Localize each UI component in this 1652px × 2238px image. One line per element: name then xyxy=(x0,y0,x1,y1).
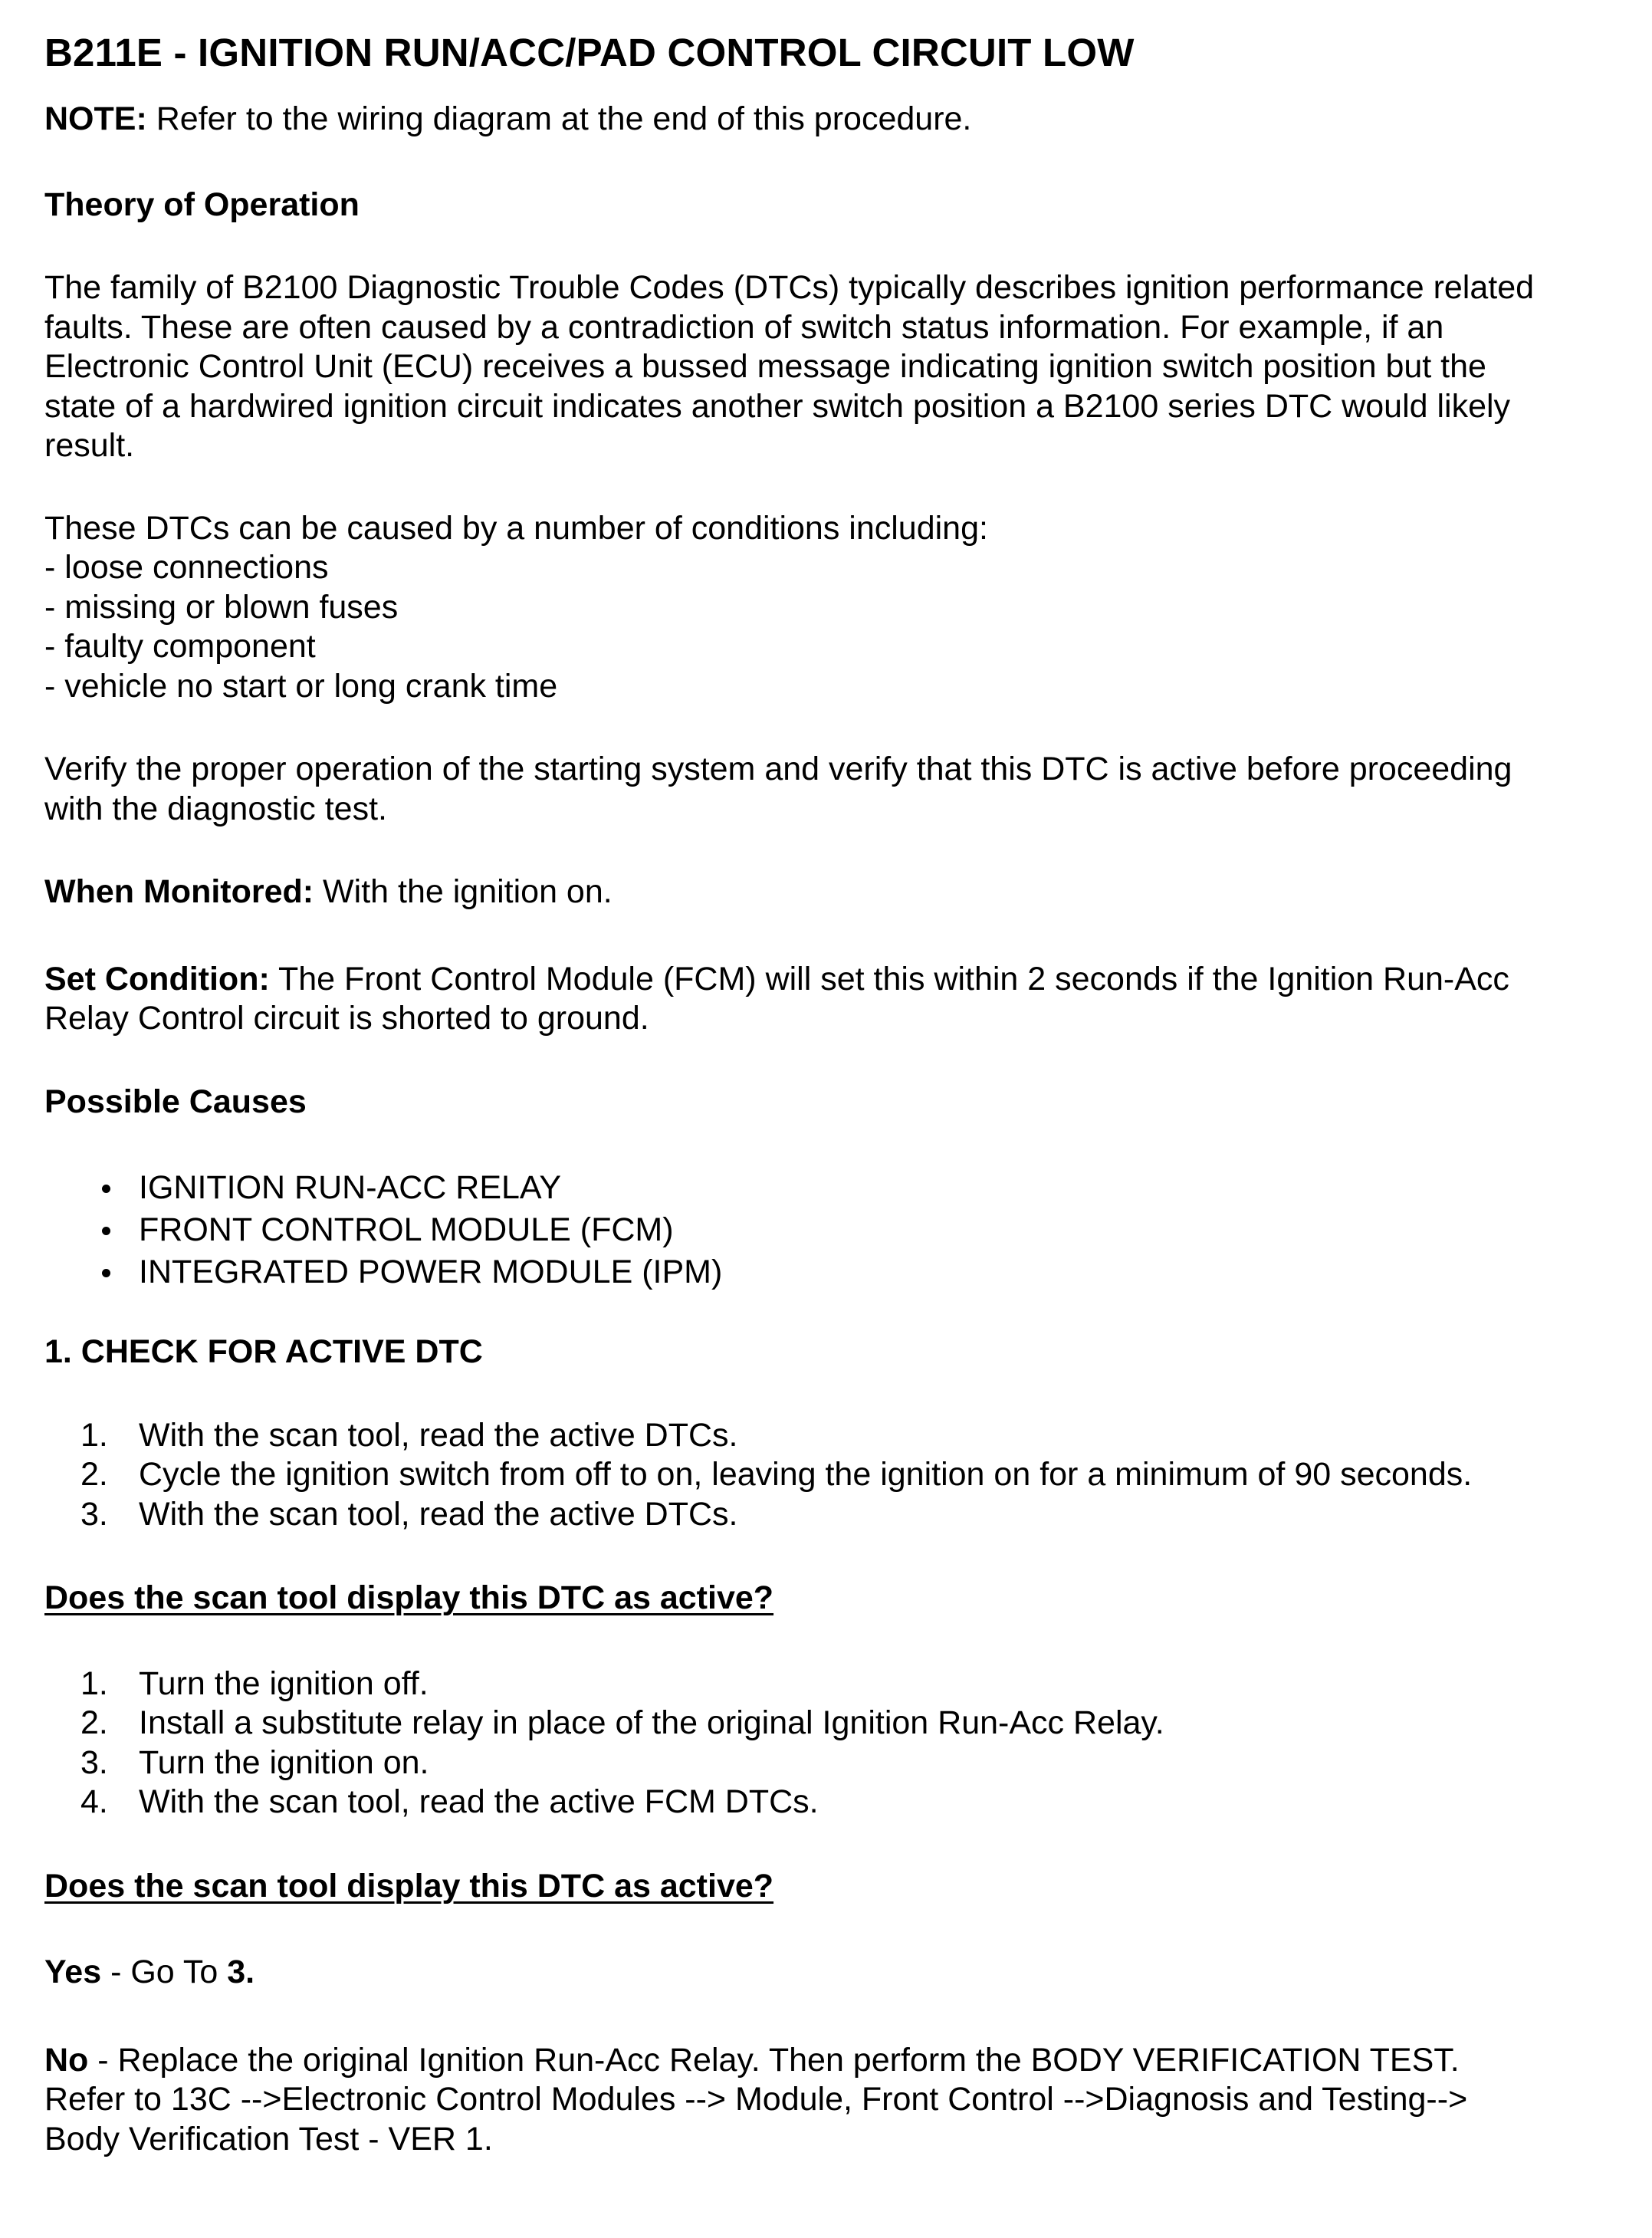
condition-item: - loose connections xyxy=(44,549,329,586)
list-item: 1. Turn the ignition off. xyxy=(80,1665,429,1702)
conditions-block xyxy=(44,509,1631,707)
theory-line: result. xyxy=(44,427,135,464)
list-item: 3. Turn the ignition on. xyxy=(80,1743,429,1781)
yes-label: Yes xyxy=(44,1954,102,1990)
set-condition-label: Set Condition: xyxy=(44,960,270,997)
bullet-icon xyxy=(102,1185,110,1193)
yes-answer: Yes - Go To 3. xyxy=(44,1954,255,1990)
list-item: 2. Install a substitute relay in place of the original Ignition Run-Acc Relay. xyxy=(80,1704,1164,1741)
list-item: 3. With the scan tool, read the active DTCs. xyxy=(80,1495,738,1533)
note-text: Refer to the wiring diagram at the end of this procedure. xyxy=(146,100,972,137)
step1-list xyxy=(44,1416,1631,1535)
bullet-icon xyxy=(102,1227,110,1235)
list-item: 2. Cycle the ignition switch from off to on, leaving the ignition on for a minimum of 90 seconds. xyxy=(80,1456,1473,1493)
theory-paragraph xyxy=(44,268,1631,466)
note-paragraph xyxy=(44,100,1631,140)
condition-item: - vehicle no start or long crank time xyxy=(44,667,558,705)
note-label: NOTE: xyxy=(44,100,147,137)
theory-line: The family of B2100 Diagnostic Trouble Codes (DTCs) typically describes ignition performance related xyxy=(44,269,1535,306)
set-condition-text: Relay Control circuit is shorted to ground. xyxy=(44,1000,649,1037)
condition-item: - missing or blown fuses xyxy=(44,588,399,626)
causes-heading: Possible Causes xyxy=(44,1083,307,1120)
yes-target-link[interactable]: 3. xyxy=(227,1954,255,1990)
when-monitored-label: When Monitored: xyxy=(44,873,314,910)
step1-heading: 1. CHECK FOR ACTIVE DTC xyxy=(44,1333,483,1370)
when-monitored-text: With the ignition on. xyxy=(314,873,613,910)
question-2: Does the scan tool display this DTC as active? xyxy=(44,1867,774,1904)
no-text: Body Verification Test - VER 1. xyxy=(44,2120,493,2157)
list-item: IGNITION RUN-ACC RELAY xyxy=(44,1167,1631,1209)
list-item: 1. With the scan tool, read the active DTCs. xyxy=(80,1416,738,1454)
verify-line: Verify the proper operation of the starting system and verify that this DTC is active before proceeding xyxy=(44,751,1512,787)
when-monitored xyxy=(44,873,1631,912)
bullet-icon xyxy=(102,1269,110,1277)
question-1: Does the scan tool display this DTC as active? xyxy=(44,1579,774,1616)
list-item: INTEGRATED POWER MODULE (IPM) xyxy=(44,1251,1631,1293)
causes-list xyxy=(44,1167,1631,1293)
theory-line: faults. These are often caused by a contradiction of switch status information. For example, if an xyxy=(44,308,1444,346)
set-condition xyxy=(44,960,1631,1039)
condition-item: - faulty component xyxy=(44,628,316,665)
theory-heading: Theory of Operation xyxy=(44,186,360,223)
no-label: No xyxy=(44,2041,89,2079)
document-page xyxy=(44,26,1631,2159)
list-item: 4. With the scan tool, read the active FCM DTCs. xyxy=(80,1783,819,1820)
list-item: FRONT CONTROL MODULE (FCM) xyxy=(44,1209,1631,1251)
set-condition-text: The Front Control Module (FCM) will set this within 2 seconds if the Ignition Run-Acc xyxy=(269,960,1509,997)
no-text: Refer to 13C -->Electronic Control Modules --> Module, Front Control -->Diagnosis and Testing--> xyxy=(44,2081,1468,2118)
page-title: B211E - IGNITION RUN/ACC/PAD CONTROL CIRCUIT LOW xyxy=(44,31,1135,74)
no-answer: No - Replace the original Ignition Run-Acc Relay. Then perform the BODY VERIFICATION TEST. Refer to 13C -->Electronic Control Modules --> Module, Front Control -->Diagnosis and Testing--> Body Verification Test - VER 1. xyxy=(44,2041,1631,2160)
theory-line: Electronic Control Unit (ECU) receives a bussed message indicating ignition switch position but the xyxy=(44,348,1486,385)
step2-list xyxy=(44,1665,1631,1822)
verify-line: with the diagnostic test. xyxy=(44,790,387,827)
conditions-intro: These DTCs can be caused by a number of conditions including: xyxy=(44,509,988,547)
theory-line: state of a hardwired ignition circuit indicates another switch position a B2100 series DTC would likely xyxy=(44,387,1511,425)
verify-paragraph xyxy=(44,750,1631,829)
